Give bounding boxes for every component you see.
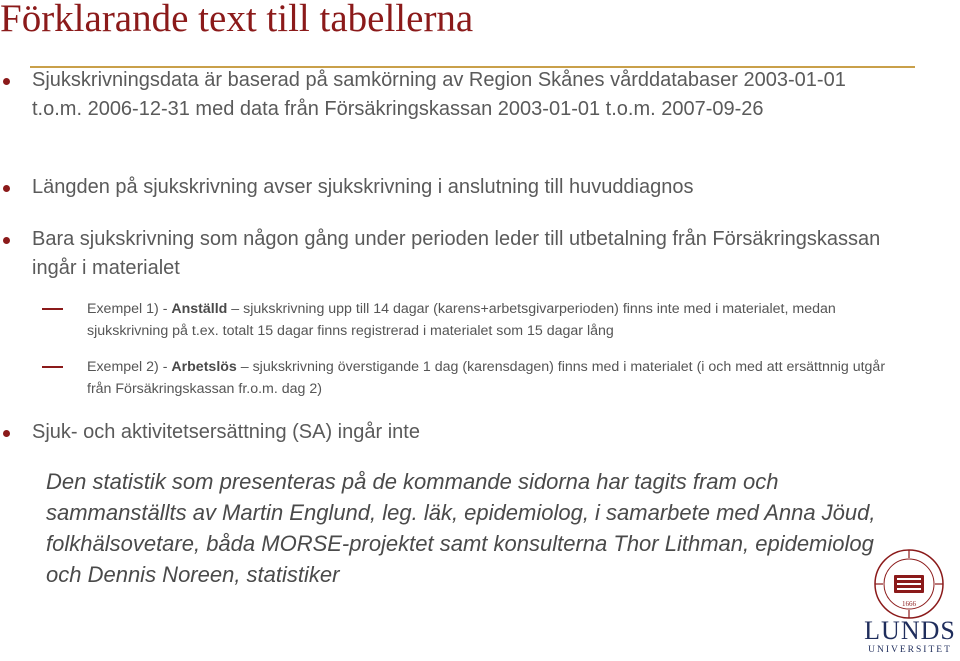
page-title: Förklarande text till tabellerna <box>0 0 474 40</box>
bullet-text: Sjukskrivningsdata är baserad på samkörning av Region Skånes vårddatabaser 2003-01-01 t.o.m. 2006-12-31 med data från Försäkringskassan 2003-01-01 t.o.m. 2007-09-26 <box>32 69 846 120</box>
seal-year: 1666 <box>902 600 916 608</box>
bullet-item <box>0 418 890 448</box>
bullet-text: Sjuk- och aktivitetsersättning (SA) ingår inte <box>32 421 420 443</box>
bullet-item <box>0 66 890 158</box>
bullet-dot-icon <box>3 78 10 85</box>
university-logo-subtitle: UNIVERSITET <box>868 645 952 655</box>
university-logo-name: LUNDS <box>864 616 956 645</box>
bullet-text: Bara sjukskrivning som någon gång under perioden leder till utbetalning från Försäkringskassan ingår i materialet <box>32 228 881 279</box>
sub-item <box>0 356 890 402</box>
bullet-dot-icon <box>3 185 10 192</box>
bullet-item <box>0 173 890 203</box>
university-seal-icon <box>866 548 952 620</box>
bullet-text: Längden på sjukskrivning avser sjukskrivning i anslutning till huvuddiagnos <box>32 176 694 198</box>
dash-icon <box>42 366 63 368</box>
example-keyword: Arbetslös <box>171 359 237 375</box>
bullet-dot-icon <box>3 237 10 244</box>
attribution-note: Den statistik som presenteras på de kommande sidorna har tagits fram och sammanställts av Martin Englund, leg. läk, epidemiolog, i samarbete med Anna Jöud, folkhälsovetare, båda MORSE-projektet samt konsulterna Thor Lithman, epidemiolog och Dennis Noreen, statistiker <box>46 469 876 587</box>
example-keyword: Anställd <box>171 301 228 317</box>
example-body: – sjukskrivning överstigande 1 dag (karensdagen) finns med i materialet (i och med att ersättnnig utgår från Försäkringskassan fr.o.m. dag 2) <box>87 359 886 397</box>
bullet-item <box>0 225 890 285</box>
sub-item <box>0 298 890 344</box>
example-prefix: Exempel 1) - <box>87 301 172 317</box>
example-prefix: Exempel 2) - <box>87 359 172 375</box>
sub-item-text <box>87 298 890 342</box>
example-body: – sjukskrivning upp till 14 dagar (karens+arbetsgivarperioden) finns inte med i materialet, medan sjukskrivning på t.ex. totalt 15 dagar finns registrerad i materialet som 15 dagar lång <box>87 301 836 339</box>
bullet-dot-icon <box>3 430 10 437</box>
sub-item-text <box>87 356 890 400</box>
dash-icon <box>42 308 63 310</box>
